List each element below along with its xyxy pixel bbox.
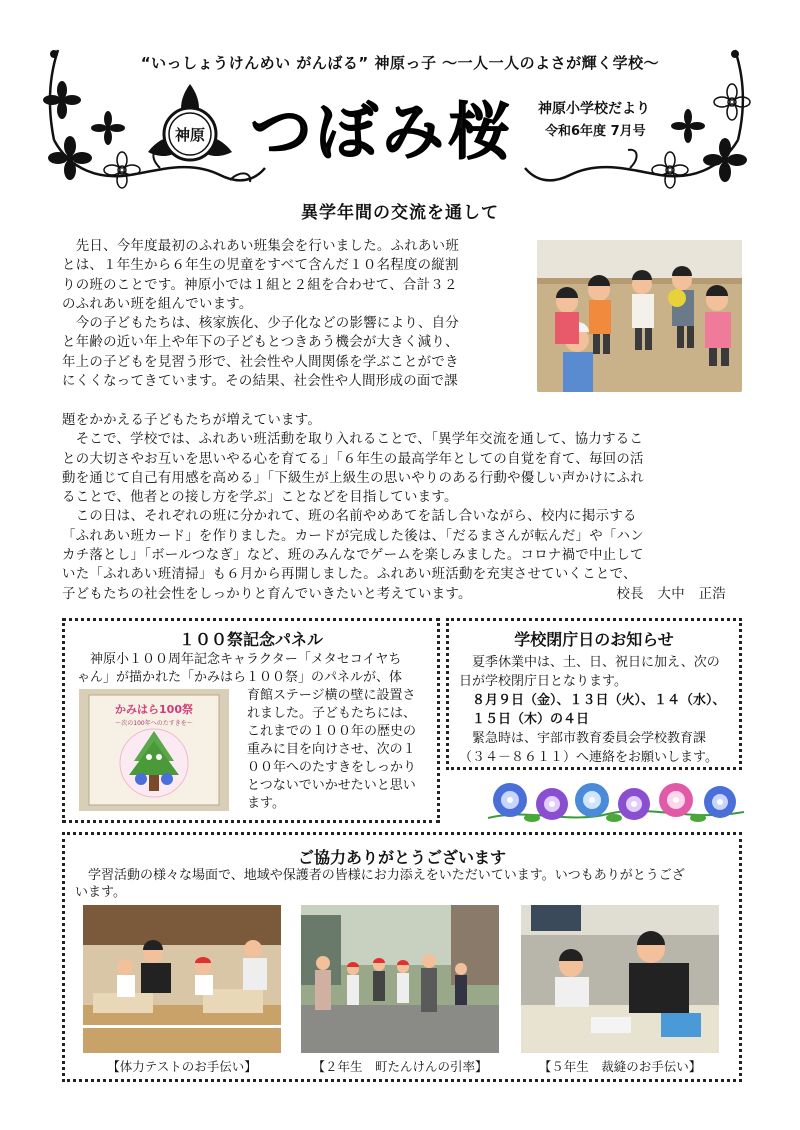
box-title: 学校閉庁日のお知らせ [514,630,674,649]
box-line: これまでの１００年の歴史の [247,724,417,739]
article-line: とは、１年生から６年生の児童をすべて含んだ１０名程度の縦割 [62,258,459,274]
photo-caption: 【２年生 町たんけんの引率】 [312,1059,488,1074]
article-line: のふれあい班を組んでいます。 [62,296,253,312]
morning-glory-decoration [488,778,744,828]
article-headline: 異学年間の交流を通して [301,203,499,223]
box-line: います。 [75,885,126,900]
box-line: ます。 [247,796,285,811]
emblem-text: 神原 [174,126,206,144]
photo-caption: 【５年生 裁縫のお手伝い】 [538,1059,702,1074]
article-body-full [62,411,748,604]
box-line: 緊急時は、宇部市教育委員会学校教育課 [459,731,707,746]
box-line: とつないでいかせたいと思い [247,778,416,793]
slogan: “いっしょうけんめい がんばる” 神原っ子 ～一人一人のよさが輝く学校～ [140,54,660,72]
article-line: 先日、今年度最初のふれあい班集会を行いました。ふれあい班 [62,239,460,254]
box-line: 夏季休業中は、土、日、祝日に加え、次の [459,655,720,670]
article-line: にくくなってきています。その結果、社会性や人間形成の面で課 [62,374,458,390]
issue-label: 令和6年度 7月号 [545,124,646,139]
box-line: ゃん」が描かれた「かみはら１００祭」のパネルが、体 [77,670,403,685]
article-body-top [62,237,527,391]
issuer-name: 神原小学校だより [538,101,650,117]
anniversary-panel-box [62,618,440,823]
article-line: りの班のことです。神原小では１組と２組を合わせて、合計３２ [62,277,458,293]
article-line: との大切さやお互いを思いやる心を育てる」「６年生の最高学年としての自覚を育て、毎回の活 [62,451,644,467]
box-title: １００祭記念パネル [178,630,323,649]
box-line: 神原小１００周年記念キャラクター「メタセコイヤち [77,652,402,667]
box-line: れました。子どもたちには、 [247,706,417,721]
article-line: 動を通じて自己有用感を高める」「下級生が上級生の思いやりのある行動や優しい声かけにふれ [62,470,644,486]
article-line: ることで、他者との接し方を学ぶ」ことなどを目指しています。 [62,490,458,506]
school-closed-notice-box [446,618,742,770]
box-title: ご協力ありがとうございます [297,848,506,867]
article-line: この日は、それぞれの班に分かれて、班の名前やめあてを話し合いながら、校内に掲示する [62,509,637,525]
article-line: 今の子どもたちは、核家族化、少子化などの影響により、自分 [62,316,460,332]
article-line: 子どもたちの社会性をしっかりと育んでいきたいと考えています。 [62,586,472,602]
photo-town-exploration [301,905,499,1053]
flourish-left-decoration [40,40,270,195]
box-line: 育館ステージ横の壁に設置さ [247,688,416,703]
box-line: ００年へのたすきをしっかり [247,760,417,775]
box-line: ８月９日（金）、１３日（火）、１４（水）、 [459,693,726,708]
photo-caption: 【体力テストのお手伝い】 [107,1059,257,1074]
thanks-box [62,832,742,1082]
photo-sewing-class [521,905,719,1053]
box-line: （３４－８６１１）へ連絡をお願いします。 [459,750,718,765]
photo-anniversary-panel [79,689,229,811]
article-line: 題をかかえる子どもたちが増えています。 [62,413,322,428]
principal-signature: 校長 大中 正浩 [616,586,726,602]
photo-fitness-test [83,905,281,1053]
box-line: 日が学校閉庁日となります。 [459,674,627,689]
article-last-line [62,585,748,604]
photo-students-gym [537,240,742,392]
box-line: 学習活動の様々な場面で、地域や保護者の皆様にお力添えをいただいています。いつもありがとうござ [75,868,685,883]
article-line: いた「ふれあい班清掃」も６月から再開しました。ふれあい班活動を充実させていくことで、 [62,567,637,583]
article-line: 年上の子どもを見習う形で、社会性や人間関係を学ぶことができ [62,354,459,370]
box-line: １５日（木）の４日 [459,712,590,727]
flourish-right-decoration [520,40,760,195]
article-line: と年齢の近い年上や年下の子どもとつきあう機会が大きく減り、 [62,335,459,351]
article-line: カチ落とし」「ボールつなぎ」など、班のみんなでゲームを楽しみました。コロナ禍で中止して [62,548,644,564]
article-line: 「ふれあい班カード」を作りました。カードが完成した後は、「だるまさんが転んだ」や「ハン [62,528,644,544]
panel-subtitle-text: ～次の100年へのたすきを～ [115,720,193,727]
article-line: そこで、学校では、ふれあい班活動を取り入れることで、「異学年交流を通して、協力するこ [62,432,644,448]
newsletter-title: つぼみ桜 [250,95,515,168]
panel-title-text: かみはら100祭 [115,703,193,716]
box-line: 重みに目を向けさせ、次の１ [247,742,416,757]
